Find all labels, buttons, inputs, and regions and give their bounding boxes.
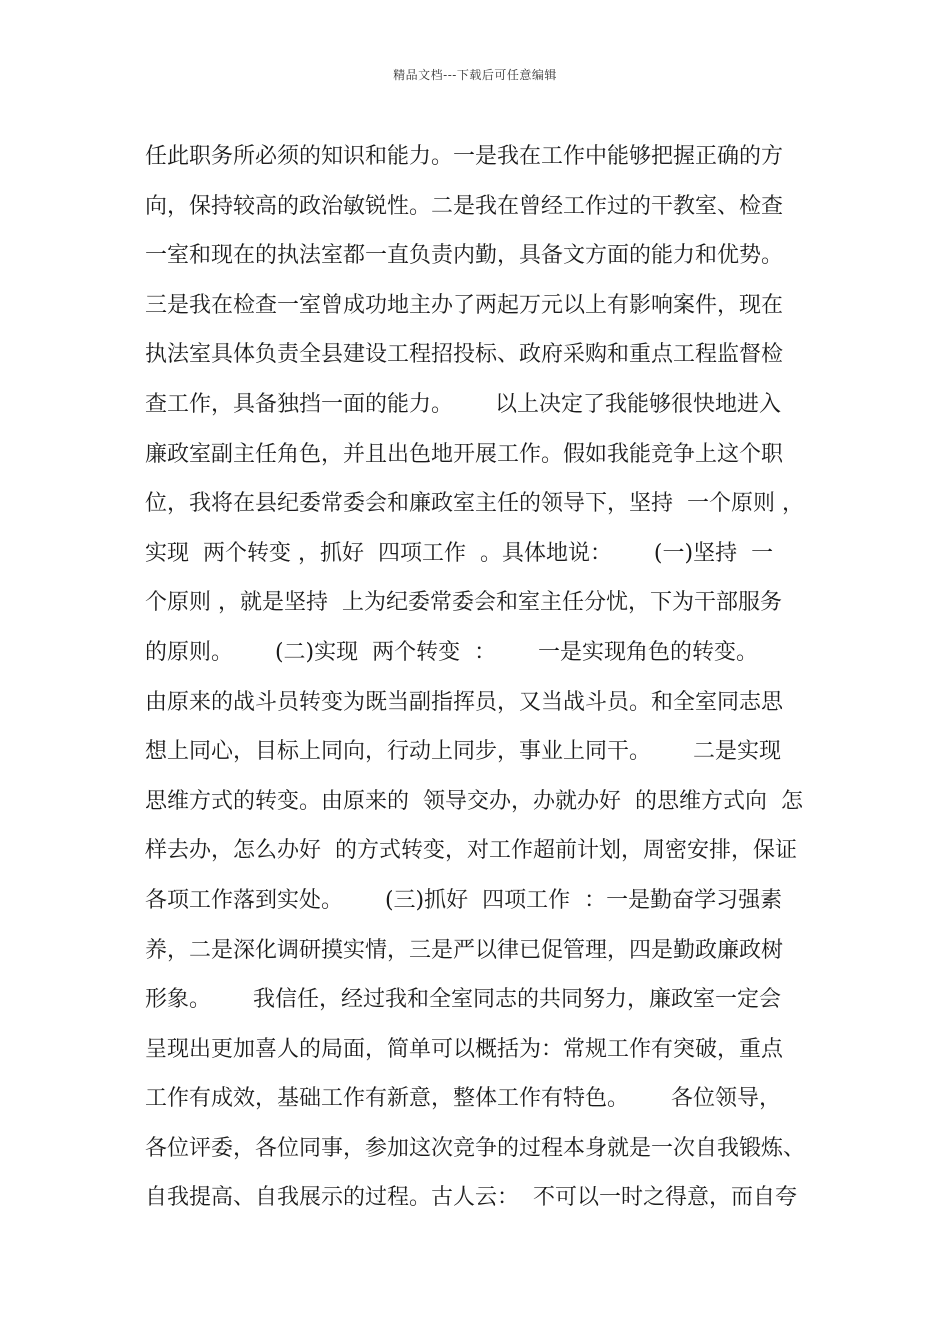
text-line: 任此职务所必须的知识和能力。一是我在工作中能够把握正确的方 [145, 144, 784, 169]
text-line: 向，保持较高的政治敏锐性。二是我在曾经工作过的干教室、检查 [145, 193, 784, 219]
text-line: 由原来的战斗员转变为既当副指挥员，又当战斗员。和全室同志思 [145, 689, 784, 715]
body-text [145, 132, 825, 1223]
text-line: 执法室具体负责全县建设工程招投标、政府采购和重点工程监督检 [145, 342, 784, 368]
text-line: 三是我在检查一室曾成功地主办了两起万元以上有影响案件，现在 [145, 292, 784, 318]
text-line: 养，二是深化调研摸实情，三是严以律已促管理，四是勤政廉政树 [145, 937, 784, 963]
text-line: 的原则。 (二)实现 两个转变 ： 一是实现角色的转变。 [145, 639, 759, 665]
text-line: 位，我将在县纪委常委会和廉政室主任的领导下，坚持 一个原则 ， [145, 491, 804, 517]
text-line: 廉政室副主任角色，并且出色地开展工作。假如我能竞争上这个职 [145, 441, 784, 467]
text-line: 工作有成效，基础工作有新意，整体工作有特色。 各位领导， [145, 1086, 781, 1112]
text-line: 各位评委，各位同事，参加这次竞争的过程本身就是一次自我锻炼、 [145, 1135, 806, 1161]
text-line: 呈现出更加喜人的局面，简单可以概括为：常规工作有突破，重点 [145, 1036, 784, 1062]
text-line: 各项工作落到实处。 (三)抓好 四项工作 ：一是勤奋学习强素 [145, 887, 783, 913]
text-line: 自我提高、自我展示的过程。古人云： 不可以一时之得意，而自夸 [145, 1185, 797, 1211]
text-line: 一室和现在的执法室都一直负责内勤，具备文方面的能力和优势。 [145, 243, 784, 269]
text-line: 形象。 我信任，经过我和全室同志的共同努力，廉政室一定会 [145, 987, 781, 1013]
text-line: 实现 两个转变 ，抓好 四项工作 。具体地说： (一)坚持 一 [145, 540, 774, 566]
text-line: 样去办，怎么办好 的方式转变，对工作超前计划，周密安排，保证 [145, 838, 797, 864]
text-line: 个原则 ，就是坚持 上为纪委常委会和室主任分忧，下为干部服务 [145, 590, 782, 616]
page-header: 精品文档---下载后可任意编辑 [393, 68, 557, 82]
text-line: 想上同心，目标上同向，行动上同步，事业上同干。 二是实现 [145, 739, 781, 765]
text-line: 查工作，具备独挡一面的能力。 以上决定了我能够很快地进入 [145, 391, 781, 417]
text-line: 思维方式的转变。由原来的 领导交办，办就办好 的思维方式向 怎 [145, 788, 803, 814]
